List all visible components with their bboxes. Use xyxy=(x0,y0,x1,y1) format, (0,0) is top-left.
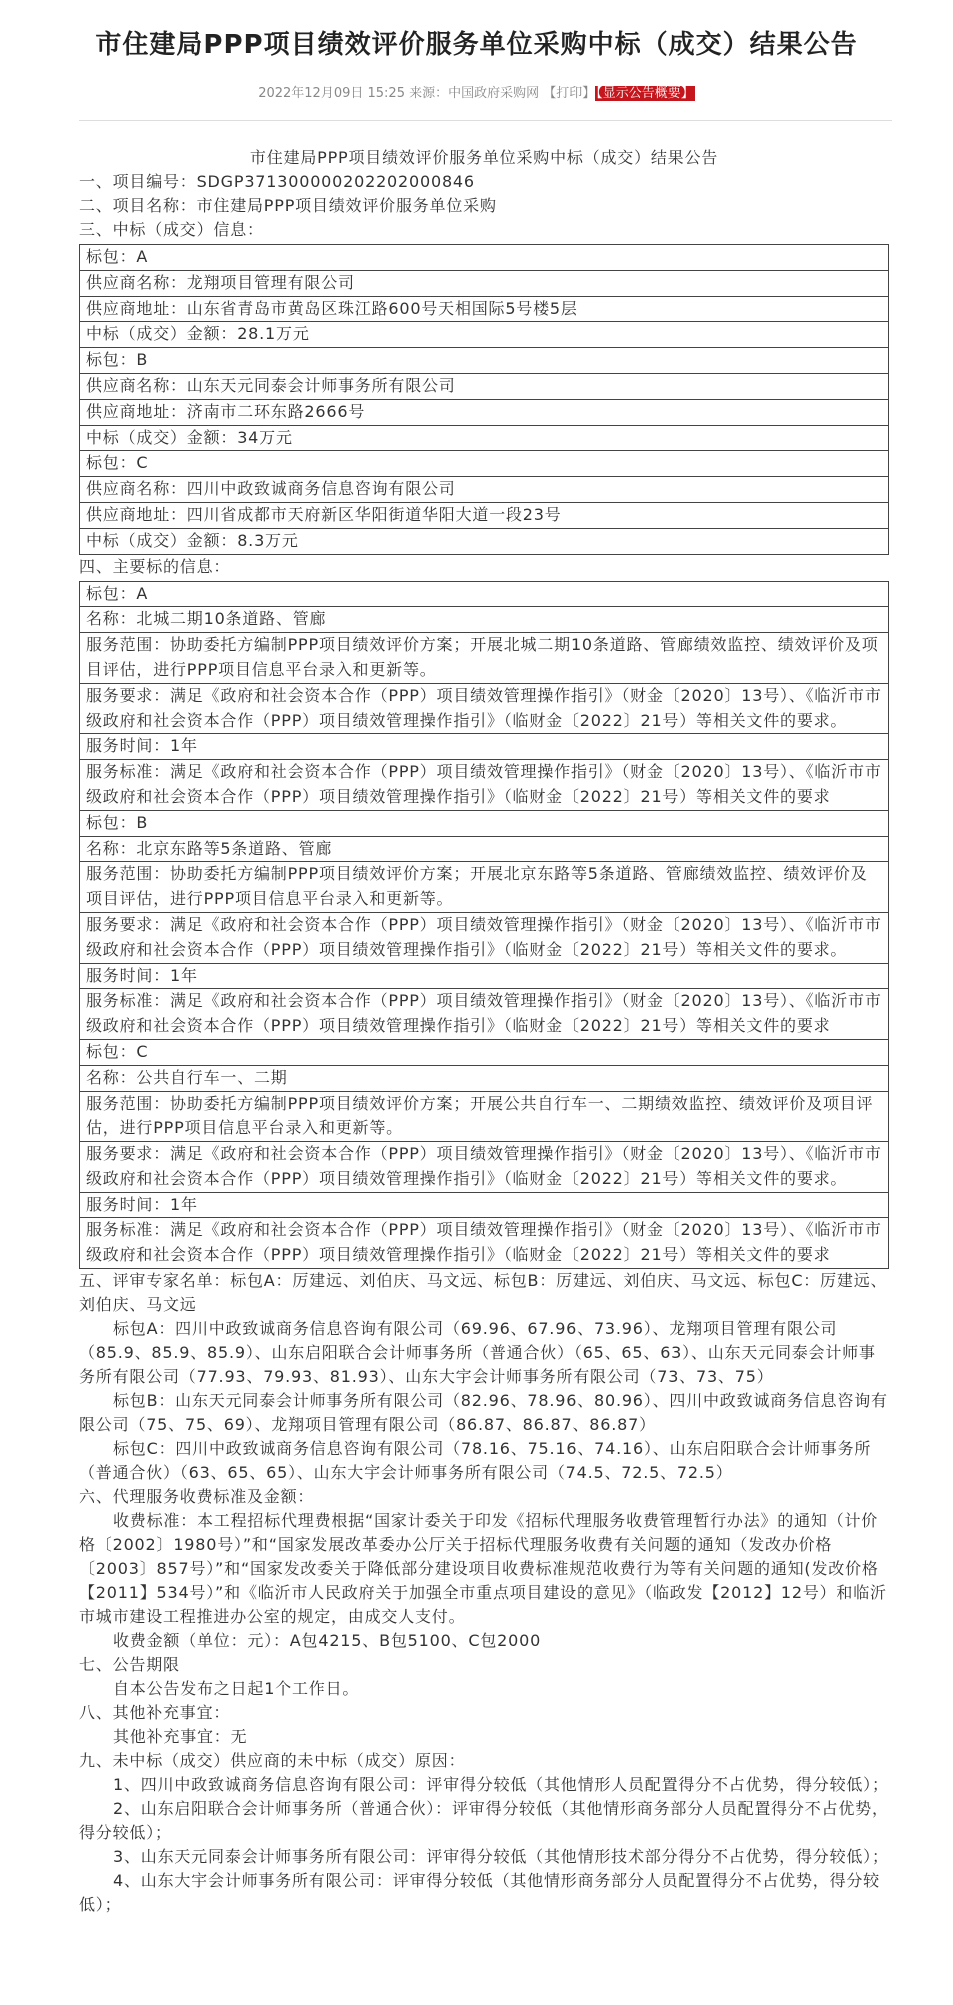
table-row xyxy=(80,451,889,477)
award-cell: 供应商名称：龙翔项目管理有限公司 xyxy=(80,270,889,296)
table-row xyxy=(80,836,889,862)
reasons-section-heading: 九、未中标（成交）供应商的未中标（成交）原因： xyxy=(79,1751,466,1771)
table-row xyxy=(80,502,889,528)
announcement-body xyxy=(79,121,889,1917)
subject-cell: 服务范围：协助委托方编制PPP项目绩效评价方案；开展公共自行车一、二期绩效监控、绩效评价及项目评估，进行PPP项目信息平台录入和更新等。 xyxy=(80,1091,889,1142)
table-row xyxy=(80,399,889,425)
subject-cell: 服务时间：1年 xyxy=(80,734,889,760)
subject-cell: 服务时间：1年 xyxy=(80,963,889,989)
subject-cell: 标包：B xyxy=(80,810,889,836)
subject-cell: 名称：北城二期10条道路、管廊 xyxy=(80,607,889,633)
project-name: 二、项目名称：市住建局PPP项目绩效评价服务单位采购 xyxy=(79,196,497,215)
table-row xyxy=(80,633,889,684)
table-row xyxy=(80,1218,889,1269)
table-row xyxy=(80,760,889,811)
print-link[interactable]: 【打印】 xyxy=(543,86,596,101)
table-row xyxy=(80,373,889,399)
period-text: 自本公告发布之日起1个工作日。 xyxy=(113,1679,360,1699)
subject-section-heading: 四、主要标的信息： xyxy=(79,556,231,576)
list-item: 1、四川中政致诚商务信息咨询有限公司：评审得分较低（其他情形人员配置得分不占优势，得分较低）； xyxy=(113,1775,889,1795)
table-row xyxy=(80,862,889,913)
award-cell: 中标（成交）金额：8.3万元 xyxy=(80,528,889,554)
table-row xyxy=(80,734,889,760)
subject-cell: 服务范围：协助委托方编制PPP项目绩效评价方案；开展北京东路等5条道路、管廊绩效监控、绩效评价及项目评估，进行PPP项目信息平台录入和更新等。 xyxy=(80,862,889,913)
subject-cell: 服务要求：满足《政府和社会资本合作（PPP）项目绩效管理操作指引》（财金〔2020〕13号）、《临沂市市级政府和社会资本合作（PPP）项目绩效管理操作指引》（临财金〔2022〕21号）等相关文件的要求。 xyxy=(80,912,889,963)
subject-cell: 服务标准：满足《政府和社会资本合作（PPP）项目绩效管理操作指引》（财金〔2020〕13号）、《临沂市市级政府和社会资本合作（PPP）项目绩效管理操作指引》（临财金〔2022〕21号）等相关文件的要求 xyxy=(80,1218,889,1269)
subject-cell: 服务要求：满足《政府和社会资本合作（PPP）项目绩效管理操作指引》（财金〔2020〕13号）、《临沂市市级政府和社会资本合作（PPP）项目绩效管理操作指引》（临财金〔2022〕21号）等相关文件的要求。 xyxy=(80,683,889,734)
subject-cell: 名称：北京东路等5条道路、管廊 xyxy=(80,836,889,862)
table-row xyxy=(80,348,889,374)
award-cell: 标包：B xyxy=(80,348,889,374)
table-row xyxy=(80,963,889,989)
table-row xyxy=(80,581,889,607)
list-item: 3、山东天元同泰会计师事务所有限公司：评审得分较低（其他情形技术部分得分不占优势，得分较低）； xyxy=(113,1847,889,1867)
list-item: 4、山东大宇会计师事务所有限公司：评审得分较低（其他情形商务部分人员配置得分不占优势，得分较低）； xyxy=(79,1871,880,1915)
table-row xyxy=(80,270,889,296)
award-cell: 标包：A xyxy=(80,245,889,271)
table-row xyxy=(80,1192,889,1218)
table-row xyxy=(80,1091,889,1142)
subject-cell: 服务标准：满足《政府和社会资本合作（PPP）项目绩效管理操作指引》（财金〔2020〕13号）、《临沂市市级政府和社会资本合作（PPP）项目绩效管理操作指引》（临财金〔2022〕21号）等相关文件的要求 xyxy=(80,989,889,1040)
list-item: 2、山东启阳联合会计师事务所（普通合伙）：评审得分较低（其他情形商务部分人员配置得分不占优势，得分较低）； xyxy=(79,1799,889,1843)
table-row xyxy=(80,245,889,271)
show-summary-button[interactable]: 【显示公告概要】 xyxy=(596,86,694,101)
award-cell: 供应商名称：四川中政致诚商务信息咨询有限公司 xyxy=(80,477,889,503)
source-label: 来源：中国政府采购网 xyxy=(409,86,540,101)
fee-amount: 收费金额（单位：元）：A包4215、B包5100、C包2000 xyxy=(113,1631,542,1651)
award-cell: 中标（成交）金额：34万元 xyxy=(80,425,889,451)
subject-cell: 标包：A xyxy=(80,581,889,607)
expert-list: 五、评审专家名单：标包A：厉建远、刘伯庆、马文远、标包B：厉建远、刘伯庆、马文远、标包C：厉建远、刘伯庆、马文远 xyxy=(79,1271,888,1315)
subject-cell: 服务标准：满足《政府和社会资本合作（PPP）项目绩效管理操作指引》（财金〔2020〕13号）、《临沂市市级政府和社会资本合作（PPP）项目绩效管理操作指引》（临财金〔2022〕21号）等相关文件的要求 xyxy=(80,760,889,811)
table-row xyxy=(80,322,889,348)
page-title: 市住建局PPP项目绩效评价服务单位采购中标（成交）结果公告 xyxy=(95,30,858,60)
table-row xyxy=(80,425,889,451)
table-row xyxy=(80,683,889,734)
subject-cell: 服务时间：1年 xyxy=(80,1192,889,1218)
body-heading: 市住建局PPP项目绩效评价服务单位采购中标（成交）结果公告 xyxy=(249,148,719,167)
award-cell: 供应商地址：山东省青岛市黄岛区珠江路600号天相国际5号楼5层 xyxy=(80,296,889,322)
table-row xyxy=(80,477,889,503)
table-row xyxy=(80,989,889,1040)
score-paragraph-a: 标包A：四川中政致诚商务信息咨询有限公司（69.96、67.96、73.96）、龙翔项目管理有限公司（85.9、85.9、85.9）、山东启阳联合会计师事务所（普通合伙）（65、65、63）、山东天元同泰会计师事务所有限公司（77.93、79.93、81.93）、山东大宇会计师事务所有限公司（73、73、75） xyxy=(79,1319,876,1387)
other-section-heading: 八、其他补充事宜： xyxy=(79,1703,231,1723)
award-cell: 中标（成交）金额：28.1万元 xyxy=(80,322,889,348)
award-section-heading: 三、中标（成交）信息： xyxy=(79,220,264,239)
subject-table xyxy=(79,581,889,1270)
award-cell: 供应商地址：济南市二环东路2666号 xyxy=(80,399,889,425)
table-row xyxy=(80,1039,889,1065)
subject-cell: 标包：C xyxy=(80,1039,889,1065)
subject-cell: 服务范围：协助委托方编制PPP项目绩效评价方案；开展北城二期10条道路、管廊绩效监控、绩效评价及项目评估，进行PPP项目信息平台录入和更新等。 xyxy=(80,633,889,684)
award-cell: 供应商名称：山东天元同泰会计师事务所有限公司 xyxy=(80,373,889,399)
project-number: 一、项目编号：SDGP371300000202202000846 xyxy=(79,172,475,191)
table-row xyxy=(80,810,889,836)
score-paragraph-c: 标包C：四川中政致诚商务信息咨询有限公司（78.16、75.16、74.16）、山东启阳联合会计师事务所（普通合伙）（63、65、65）、山东大宇会计师事务所有限公司（74.5、72.5、72.5） xyxy=(79,1439,872,1483)
table-row xyxy=(80,528,889,554)
table-row xyxy=(80,1142,889,1193)
period-section-heading: 七、公告期限 xyxy=(79,1655,180,1675)
subject-cell: 服务要求：满足《政府和社会资本合作（PPP）项目绩效管理操作指引》（财金〔2020〕13号）、《临沂市市级政府和社会资本合作（PPP）项目绩效管理操作指引》（临财金〔2022〕21号）等相关文件的要求。 xyxy=(80,1142,889,1193)
table-row xyxy=(80,1065,889,1091)
award-cell: 标包：C xyxy=(80,451,889,477)
other-text: 其他补充事宜：无 xyxy=(113,1727,248,1747)
subject-cell: 名称：公共自行车一、二期 xyxy=(80,1065,889,1091)
publish-time: 2022年12月09日 15:25 xyxy=(258,86,405,101)
award-cell: 供应商地址：四川省成都市天府新区华阳街道华阳大道一段23号 xyxy=(80,502,889,528)
fee-standard: 收费标准：本工程招标代理费根据“国家计委关于印发《招标代理服务收费管理暂行办法》的通知（计价格〔2002〕1980号）”和“国家发展改革委办公厅关于招标代理服务收费有关问题的通知（发改办价格〔2003〕857号）”和“国家发改委关于降低部分建设项目收费标准规范收费行为等有关问题的通知(发改价格【2011】534号）”和《临沂市人民政府关于加强全市重点项目建设的意见》（临政发【2012】12号）和临沂市城市建设工程推进办公室的规定，由成交人支付。 xyxy=(79,1511,887,1627)
score-paragraph-b: 标包B：山东天元同泰会计师事务所有限公司（82.96、78.96、80.96）、四川中政致诚商务信息咨询有限公司（75、75、69）、龙翔项目管理有限公司（86.87、86.87、86.87） xyxy=(79,1391,888,1435)
award-table xyxy=(79,244,889,555)
table-row xyxy=(80,912,889,963)
table-row xyxy=(80,607,889,633)
table-row xyxy=(80,296,889,322)
fee-section-heading: 六、代理服务收费标准及金额： xyxy=(79,1487,315,1507)
publish-meta xyxy=(0,86,953,102)
